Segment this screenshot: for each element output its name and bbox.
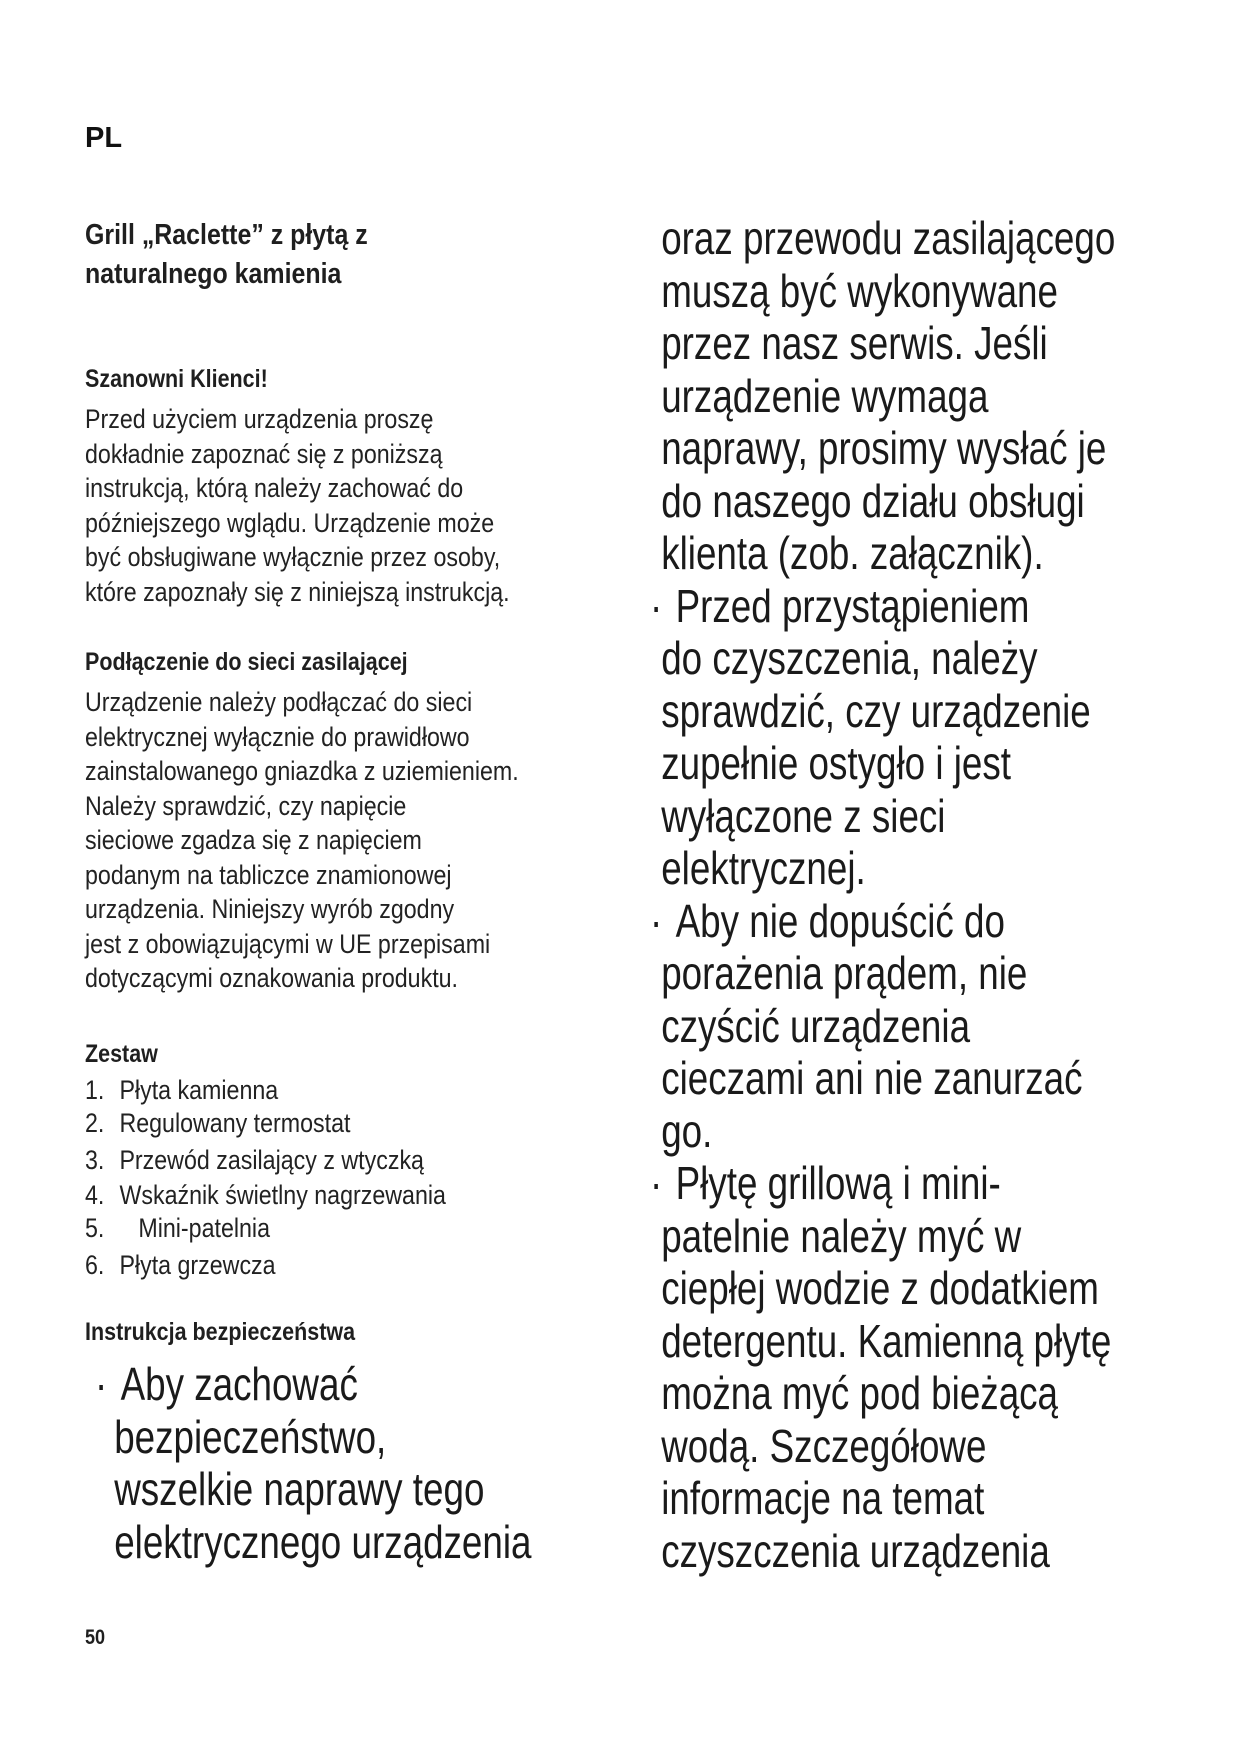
page-number: 50 (85, 1626, 106, 1649)
safety-line: wyłączone z sieci (661, 789, 946, 842)
safety-line: oraz przewodu zasilającego (661, 212, 1116, 264)
list-label: Płyta grzewcza (119, 1250, 276, 1280)
safety-line: zupełnie ostygło i jest (661, 737, 1011, 789)
safety-line: wodą. Szczegółowe (661, 1419, 987, 1472)
safety-line: naprawy, prosimy wysłać je (661, 422, 1107, 474)
title-line: naturalnego kamienia (85, 258, 342, 290)
safety-line: muszą być wykonywane (661, 264, 1058, 317)
list-item (85, 1108, 350, 1139)
safety-heading: Instrukcja bezpieczeństwa (85, 1318, 356, 1346)
safety-line: elektrycznego urządzenia (114, 1515, 532, 1568)
list-item (85, 1145, 424, 1176)
safety-line: ciepłej wodzie z dodatkiem (661, 1262, 1099, 1314)
paragraph-line: późniejszego wglądu. Urządzenie może (85, 507, 495, 538)
greeting-paragraph (85, 402, 510, 609)
safety-line: czyścić urządzenia (661, 999, 971, 1052)
paragraph-line: Przed użyciem urządzenia proszę (85, 404, 434, 434)
bullet: · (650, 579, 663, 632)
safety-line: cieczami ani nie zanurzać (661, 1052, 1083, 1104)
safety-line: do czyszczenia, należy (661, 632, 1038, 684)
safety-line: elektrycznej. (661, 842, 866, 894)
safety-line: Aby zachować (120, 1358, 358, 1410)
safety-line: Przed przystąpieniem (675, 579, 1030, 632)
page-title (85, 216, 368, 294)
safety-line: sprawdzić, czy urządzenie (661, 684, 1091, 737)
paragraph-line: sieciowe zgadza się z napięciem (85, 825, 422, 855)
safety-line: przez nasz serwis. Jeśli (661, 317, 1048, 369)
safety-line: detergentu. Kamienną płytę (661, 1314, 1112, 1367)
safety-line: do naszego działu obsługi (661, 474, 1085, 527)
safety-line: wszelkie naprawy tego (114, 1463, 485, 1515)
safety-line: urządzenie wymaga (661, 369, 989, 422)
list-item (85, 1075, 278, 1106)
safety-text-right (650, 212, 1115, 1577)
list-label: Mini-patelnia (138, 1213, 271, 1243)
list-number: 1. (85, 1075, 105, 1105)
bullet: · (650, 1157, 663, 1209)
list-number: 3. (85, 1145, 105, 1175)
paragraph-line: być obsługiwane wyłącznie przez osoby, (85, 542, 501, 572)
list-item (85, 1213, 270, 1244)
language-code: PL (85, 122, 123, 154)
safety-text-left (95, 1358, 532, 1568)
list-label: Przewód zasilający z wtyczką (119, 1145, 424, 1175)
paragraph-line: dokładnie zapoznać się z poniższą (85, 438, 443, 469)
safety-line: patelnie należy myć w (661, 1209, 1022, 1262)
safety-line: go. (661, 1104, 713, 1157)
safety-line: porażenia prądem, nie (661, 947, 1028, 999)
paragraph-line: Należy sprawdzić, czy napięcie (85, 790, 407, 821)
safety-line: Aby nie dopuścić do (675, 894, 1005, 947)
paragraph-line: dotyczącymi oznakowania produktu. (85, 963, 459, 993)
paragraph-line: instrukcją, którą należy zachować do (85, 473, 464, 503)
paragraph-line: które zapoznały się z niniejszą instrukcją. (85, 576, 510, 607)
list-item (85, 1180, 446, 1211)
list-label: Wskaźnik świetlny nagrzewania (119, 1180, 446, 1210)
safety-line: Płytę grillową i mini- (675, 1157, 1001, 1209)
title-line: Grill „Raclette” z płytą z (85, 219, 368, 251)
list-number: 6. (85, 1250, 105, 1280)
paragraph-line: zainstalowanego gniazdka z uziemieniem. (85, 756, 519, 786)
safety-line: klienta (zob. załącznik). (661, 527, 1044, 579)
list-number: 5. (85, 1213, 105, 1243)
safety-line: czyszczenia urządzenia (661, 1524, 1050, 1577)
greeting-heading: Szanowni Klienci! (85, 365, 268, 393)
safety-line: informacje na temat (661, 1472, 985, 1524)
set-heading: Zestaw (85, 1040, 158, 1068)
power-heading: Podłączenie do sieci zasilającej (85, 648, 408, 676)
power-paragraph (85, 685, 519, 996)
safety-line: można myć pod bieżącą (661, 1367, 1059, 1419)
paragraph-line: podanym na tabliczce znamionowej (85, 859, 452, 890)
bullet: · (650, 894, 663, 947)
paragraph-line: elektrycznej wyłącznie do prawidłowo (85, 721, 470, 752)
list-number: 2. (85, 1108, 105, 1138)
paragraph-line: Urządzenie należy podłączać do sieci (85, 687, 473, 717)
list-item (85, 1250, 276, 1281)
list-number: 4. (85, 1180, 105, 1210)
paragraph-line: jest z obowiązującymi w UE przepisami (85, 928, 491, 959)
list-label: Regulowany termostat (119, 1108, 351, 1138)
paragraph-line: urządzenia. Niniejszy wyrób zgodny (85, 894, 455, 924)
safety-line: bezpieczeństwo, (114, 1410, 387, 1463)
list-label: Płyta kamienna (119, 1075, 279, 1105)
bullet: · (95, 1358, 108, 1410)
